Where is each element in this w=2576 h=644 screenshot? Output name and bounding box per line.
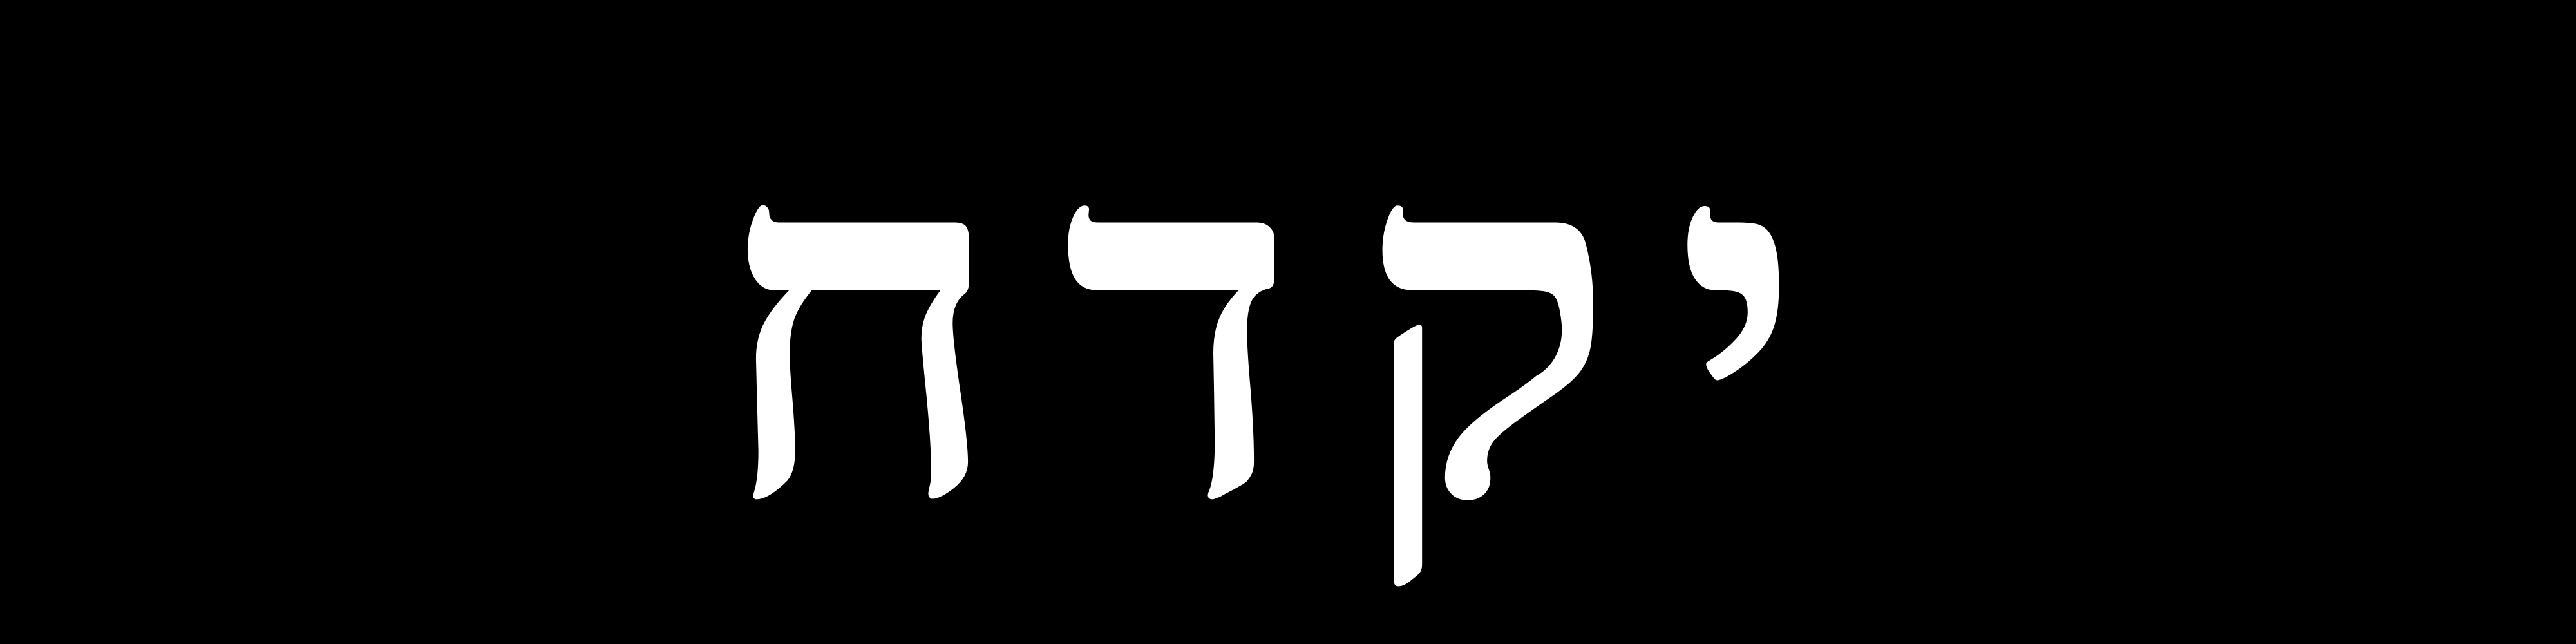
hebrew-word: יקדח (714, 34, 1862, 609)
